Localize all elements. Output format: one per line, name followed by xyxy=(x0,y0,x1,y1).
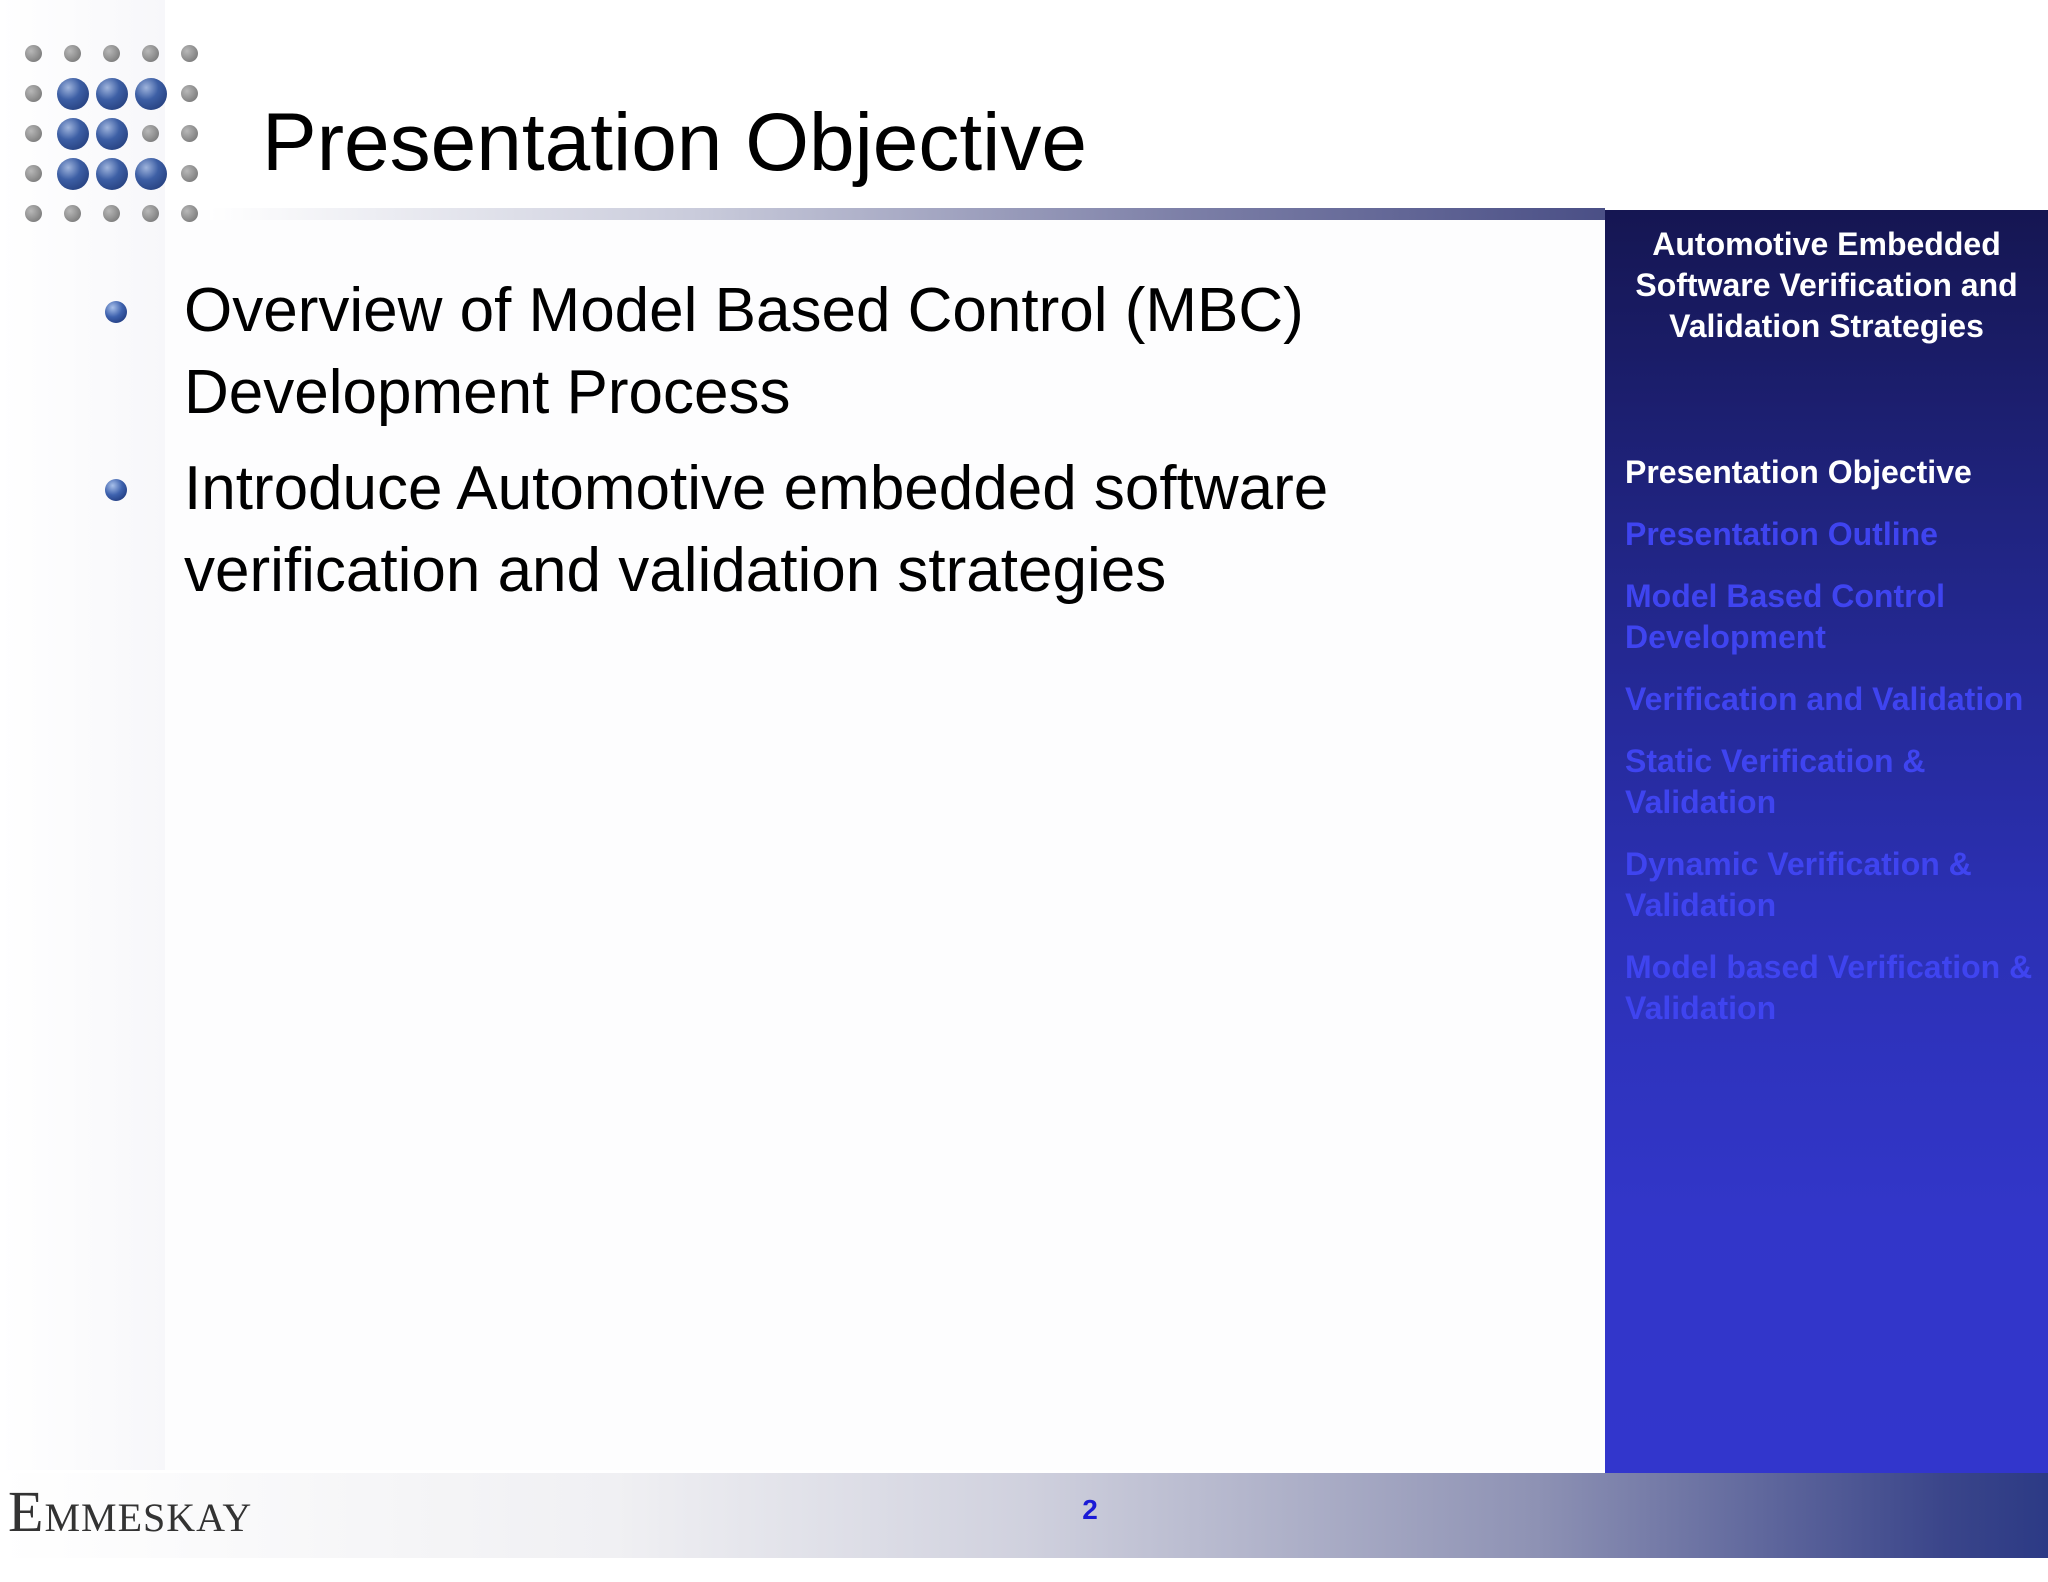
logo-dot xyxy=(142,45,159,62)
page-number: 2 xyxy=(1082,1494,1098,1525)
logo-dot xyxy=(142,205,159,222)
logo-dot xyxy=(181,205,198,222)
logo-dot xyxy=(135,78,167,110)
brand-initial: E xyxy=(8,1479,45,1544)
bullet-text: Overview of Model Based Control (MBC) Development Process xyxy=(184,276,1304,427)
bullet-item xyxy=(100,448,1500,612)
logo-dot xyxy=(25,45,42,62)
logo-dot xyxy=(25,125,42,142)
logo-dot xyxy=(25,205,42,222)
title-divider xyxy=(210,208,1605,220)
sidebar-item-model-based-verification-validation[interactable]: Model based Verification & Validation xyxy=(1625,949,2033,1026)
sidebar-item-verification-and-validation[interactable]: Verification and Validation xyxy=(1625,681,2024,717)
logo-dot xyxy=(103,205,120,222)
sidebar-item-presentation-outline[interactable]: Presentation Outline xyxy=(1625,516,1938,552)
logo-dot xyxy=(96,158,128,190)
logo-dot xyxy=(64,205,81,222)
sidebar-item-static-verification-validation[interactable]: Static Verification & Validation xyxy=(1625,743,1926,820)
logo-dot xyxy=(181,45,198,62)
sidebar-heading: Automotive Embedded Software Verification and Validation Strategies xyxy=(1635,226,2018,344)
logo-dot xyxy=(181,165,198,182)
brand-rest: MMESKAY xyxy=(44,1495,253,1540)
logo-dot xyxy=(57,118,89,150)
dot-grid-logo-icon xyxy=(22,42,202,232)
brand-logo xyxy=(8,1478,252,1545)
logo-dot xyxy=(64,45,81,62)
logo-dot xyxy=(181,125,198,142)
slide-title: Presentation Objective xyxy=(262,97,1088,188)
logo-dot xyxy=(135,158,167,190)
sphere-bullet-icon xyxy=(105,479,127,501)
sidebar-item-dynamic-verification-validation[interactable]: Dynamic Verification & Validation xyxy=(1625,846,1972,923)
sidebar-nav xyxy=(1625,452,2040,1050)
logo-dot xyxy=(57,158,89,190)
bullet-list xyxy=(100,270,1500,626)
logo-dot xyxy=(96,118,128,150)
logo-dot xyxy=(142,125,159,142)
logo-dot xyxy=(96,78,128,110)
logo-dot xyxy=(25,165,42,182)
sidebar-item-presentation-objective[interactable]: Presentation Objective xyxy=(1625,454,1972,490)
logo-dot xyxy=(25,85,42,102)
footer-bar xyxy=(0,1473,2048,1558)
sidebar-panel xyxy=(1605,210,2048,1473)
sphere-bullet-icon xyxy=(105,301,127,323)
bullet-item xyxy=(100,270,1500,434)
logo-dot xyxy=(103,45,120,62)
bullet-text: Introduce Automotive embedded software verification and validation strategies xyxy=(184,454,1329,605)
sidebar-item-model-based-control-development[interactable]: Model Based Control Development xyxy=(1625,578,1946,655)
logo-dot xyxy=(57,78,89,110)
logo-dot xyxy=(181,85,198,102)
